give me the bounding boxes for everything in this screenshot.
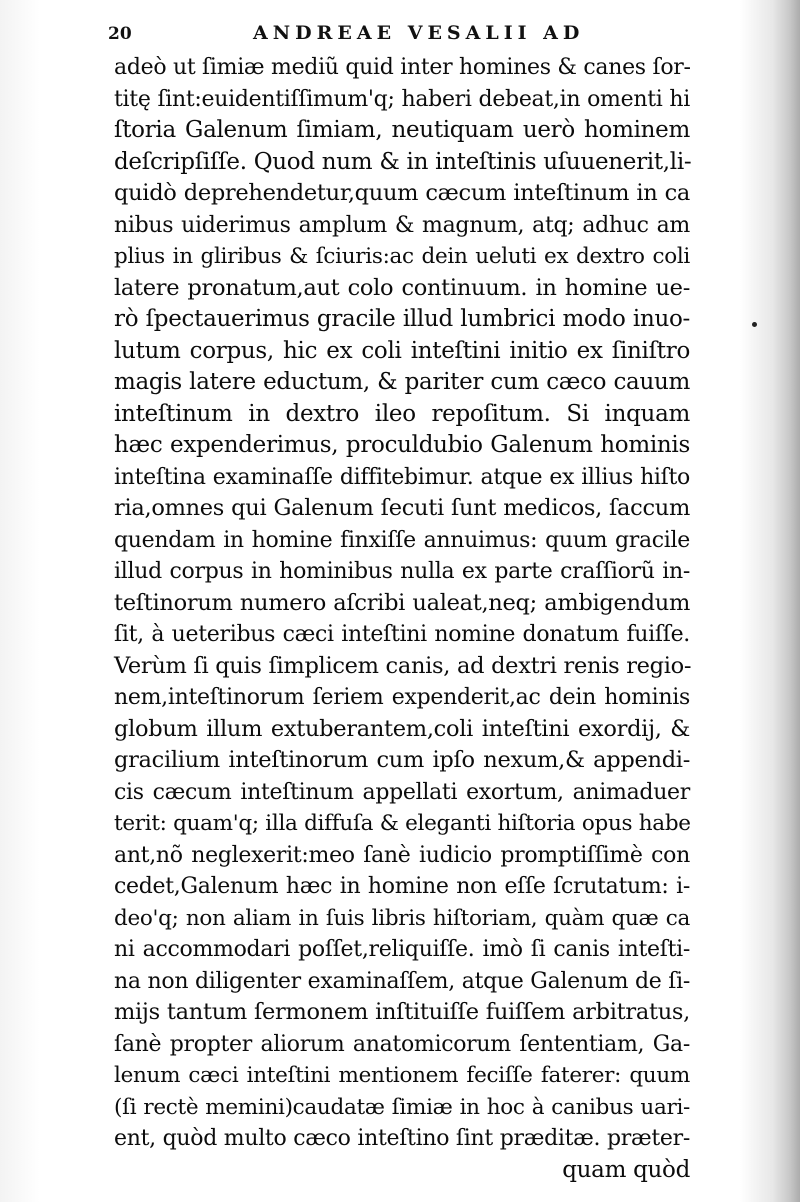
text-line: hæc expenderimus, proculdubio Galenum hominis: [114, 432, 690, 458]
text-line: latere pronatum,aut colo continuum. in homine ue-: [114, 274, 690, 301]
text-line: plius in gliribus & ſciuris:ac dein ueluti ex dextro coli: [114, 244, 690, 269]
text-line: ſtoria Galenum ſimiam, neutiquam uerò hominem: [114, 117, 690, 143]
text-line: illud corpus in hominibus nulla ex parte craſſiorũ in-: [114, 559, 690, 584]
text-line: quidò deprehendetur,quum cæcum inteſtinum in ca: [114, 180, 690, 206]
text-line: globum illum extuberantem,coli inteſtini exordij, &: [114, 715, 690, 742]
text-line: teſtinorum numero aſcribi ualeat,neq; ambigendum: [114, 589, 690, 616]
text-line: na non diligenter examinaſſem, atque Galenum de ſi-: [114, 968, 690, 994]
running-head: ANDREAE VESALII AD: [253, 22, 585, 44]
text-line: titę ſint:euidentiſſimum'q; haberi debeat,in omenti hi: [114, 86, 690, 112]
text-line: inteſtina examinaſſe diffitebimur. atque ex illius hiſto: [114, 464, 690, 490]
text-line: ant,nõ neglexerit:meo ſanè iudicio promptiſſimè con: [114, 842, 690, 868]
text-line: nibus uiderimus amplum & magnum, atq; adhuc am: [114, 212, 690, 238]
text-line: adeò ut ſimiæ mediũ quid inter homines & canes ſor-: [114, 55, 691, 80]
text-line: magis latere eductum, & pariter cum cæco cauum: [114, 369, 690, 395]
catchword-line: quam quòd: [562, 1156, 690, 1183]
text-line: (ſi rectè memini)caudatæ ſimiæ in hoc à canibus uari-: [114, 1094, 690, 1120]
text-line: deo'q; non aliam in ſuis libris hiſtoriam, quàm quæ ca: [114, 905, 690, 931]
ink-spot: [752, 322, 757, 327]
page-header: [108, 18, 688, 50]
text-line: gracilium inteſtinorum cum ipſo nexum,& appendi-: [114, 747, 690, 773]
body-text: [114, 52, 690, 1186]
text-line: lutum corpus, hic ex coli inteſtini initio ex ſiniſtro: [114, 337, 690, 364]
text-line: ſit, à ueteribus cæci inteſtini nomine donatum fuiſſe.: [114, 622, 690, 647]
text-line: inteſtinum in dextro ileo repoſitum. Si inquam: [114, 400, 690, 427]
text-line: mijs tantum ſermonem inſtituiſſe fuiſſem arbitratus,: [114, 999, 690, 1025]
text-line: nem,inteſtinorum ſeriem expenderit,ac dein hominis: [114, 685, 690, 710]
text-line: cis cæcum inteſtinum appellati exortum, animaduer: [114, 779, 690, 805]
text-line: ent, quòd multo cæco inteſtino ſint præditæ. præter-: [114, 1126, 690, 1151]
text-line: terit: quam'q; illa diffuſa & eleganti hiſtoria opus habe: [114, 811, 691, 836]
page-number: 20: [108, 24, 132, 44]
text-line: lenum cæci inteſtini mentionem feciſſe faterer: quum: [114, 1063, 690, 1088]
text-line: quendam in homine finxiſſe annuimus: quum gracile: [114, 527, 690, 553]
text-line: ſanè propter aliorum anatomicorum ſententiam, Ga-: [114, 1031, 690, 1057]
text-line: Verùm ſi quis ſimplicem canis, ad dextri renis regio-: [114, 652, 692, 679]
page-edge-shadow: [772, 0, 800, 1202]
text-line: ria,omnes qui Galenum ſecuti ſunt medicos, ſaccum: [114, 495, 690, 521]
text-line: rò ſpectauerimus gracile illud lumbrici modo inuo-: [114, 306, 690, 332]
text-line: deſcripſiſſe. Quod num & in inteſtinis uſuuenerit,li-: [114, 148, 692, 175]
text-line: cedet,Galenum hæc in homine non eſſe ſcrutatum: i-: [114, 874, 690, 899]
text-line: ni accommodari poſſet,reliquiſſe. imò ſi canis inteſti-: [114, 937, 690, 962]
